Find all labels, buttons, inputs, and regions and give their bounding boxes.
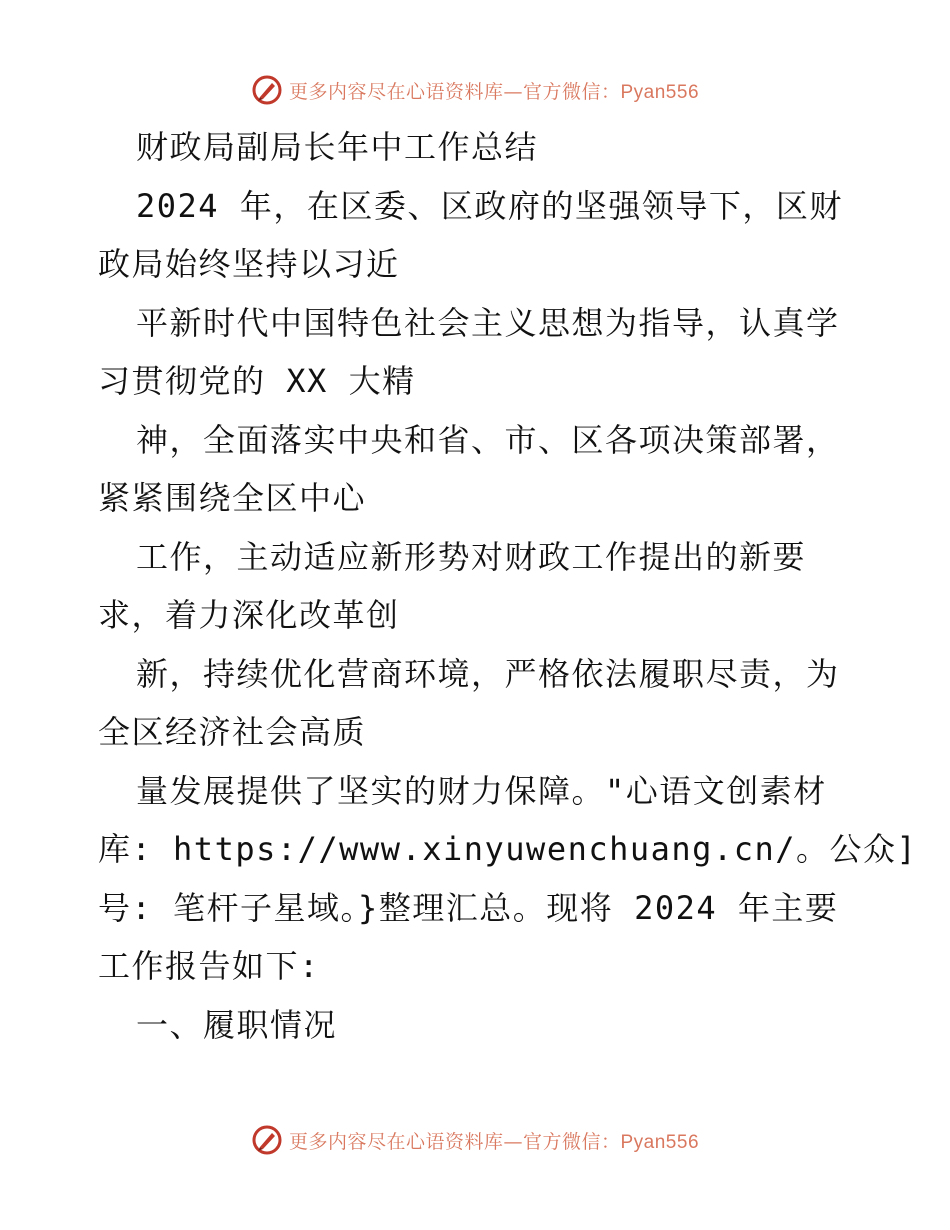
paragraph-line: 库: https://www.xinyuwenchuang.cn/。公众] [98,830,918,868]
paragraph-line: 2024 年，在区委、区政府的坚强领导下，区财 [136,186,843,225]
pen-logo-icon [251,1124,283,1156]
paragraph-line: 求，着力深化改革创 [98,596,400,634]
paragraph-line: 平新时代中国特色社会主义思想为指导，认真学 [136,303,840,342]
paragraph-line: 工作，主动适应新形势对财政工作提出的新要 [136,537,807,576]
footer-watermark [0,1120,950,1160]
paragraph-line: 神，全面落实中央和省、市、区各项决策部署， [136,420,840,459]
paragraph-line: 全区经济社会高质 [98,713,367,751]
pen-logo-icon [251,74,283,106]
section-heading: 一、履职情况 [136,1005,338,1044]
document-title: 财政局副局长年中工作总结 [136,128,539,166]
header-watermark [0,70,950,110]
paragraph-line: 工作报告如下: [98,947,320,985]
paragraph-line: 紧紧围绕全区中心 [98,479,367,517]
watermark-text: 更多内容尽在心语资料库—官方微信：Pyan556 [288,1130,700,1153]
paragraph-line: 量发展提供了坚实的财力保障。"心语文创素材 [136,771,827,810]
paragraph-line: 号: 笔杆子星域。}整理汇总。现将 2024 年主要 [98,888,839,927]
paragraph-line: 政局始终坚持以习近 [98,245,400,283]
paragraph-line: 新，持续优化营商环境，严格依法履职尽责，为 [136,654,840,693]
paragraph-line: 习贯彻党的 XX 大精 [98,362,416,400]
document-body [98,118,918,1054]
watermark-text: 更多内容尽在心语资料库—官方微信：Pyan556 [288,80,700,103]
